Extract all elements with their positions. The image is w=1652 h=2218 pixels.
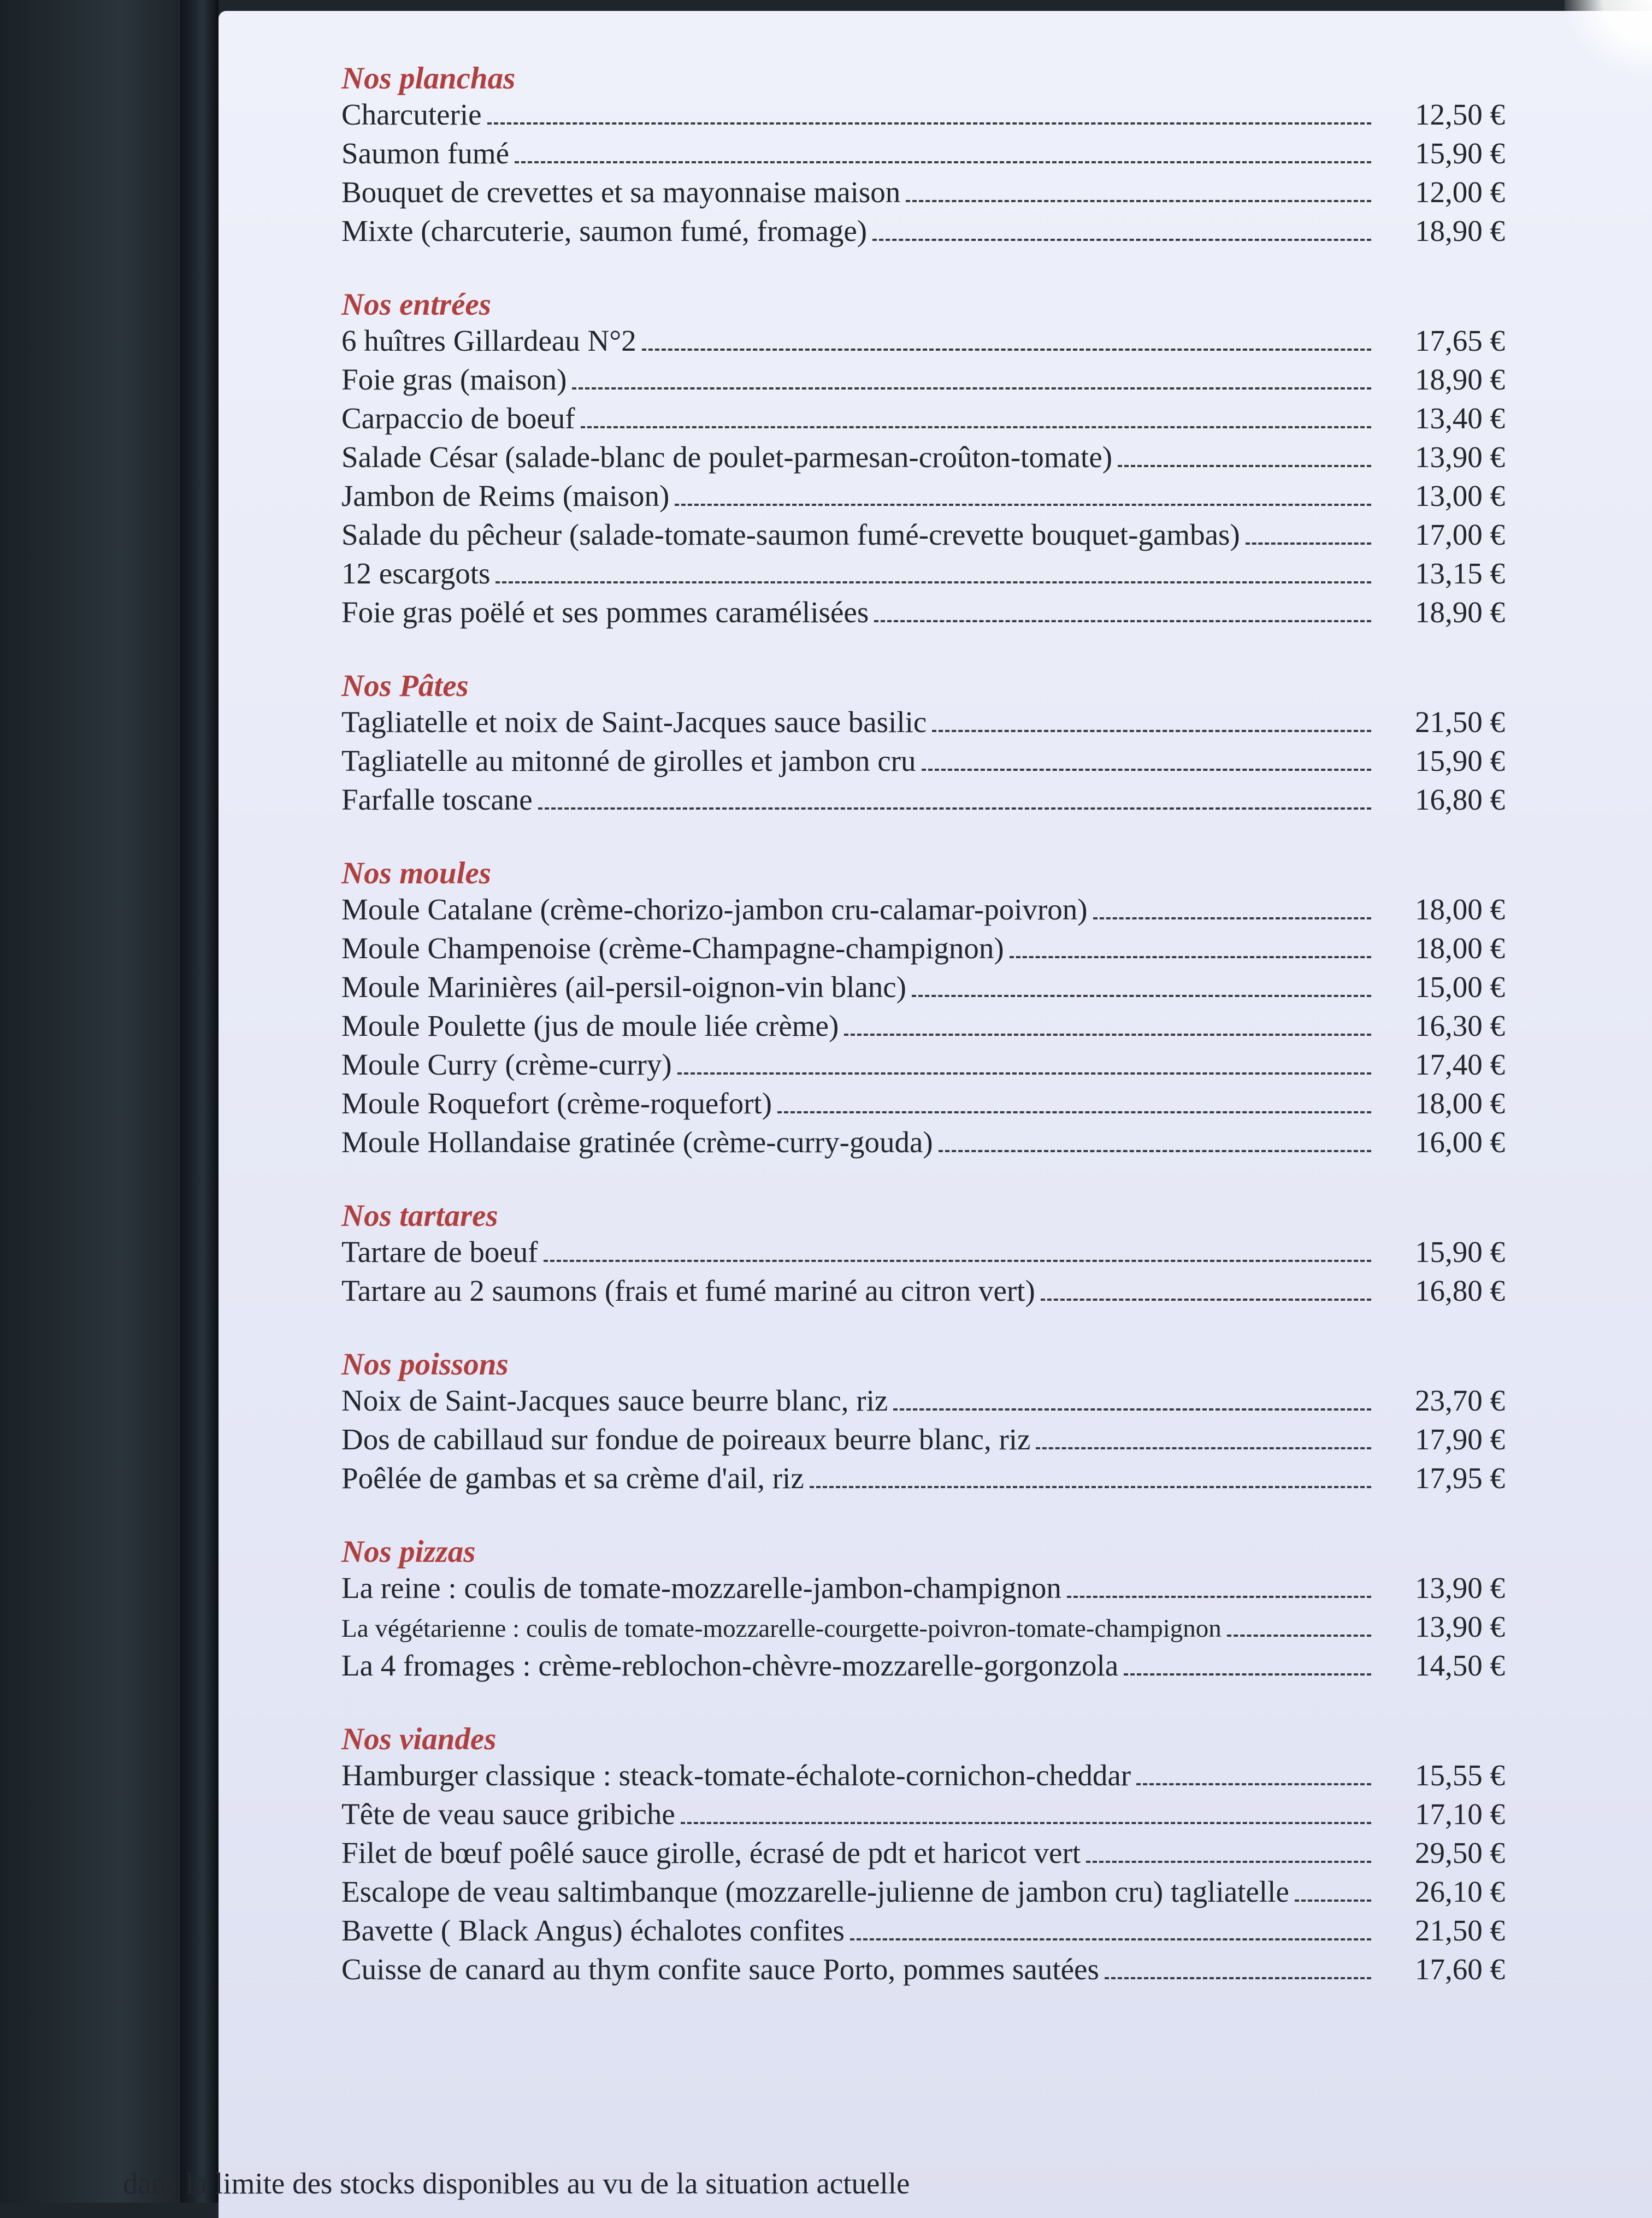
- menu-item-price: 21,50 €: [1415, 705, 1505, 739]
- menu-item-name: Saumon fumé: [341, 137, 510, 170]
- dotted-leader: [1036, 1447, 1371, 1449]
- menu-item-price: 15,90 €: [1415, 744, 1505, 777]
- menu-item-price: 16,80 €: [1415, 783, 1505, 816]
- menu-item-price: 18,00 €: [1415, 893, 1505, 926]
- menu-item: [341, 401, 1505, 440]
- menu-item: [341, 1461, 1505, 1500]
- menu-item: [341, 1273, 1505, 1312]
- menu-item: [341, 931, 1505, 970]
- menu-item-price: 15,90 €: [1415, 137, 1505, 170]
- menu-item-price: 17,65 €: [1415, 324, 1505, 357]
- menu-item-price: 13,90 €: [1415, 1610, 1505, 1643]
- section-nos-viandes: [341, 1721, 1505, 1991]
- dotted-leader: [495, 581, 1371, 583]
- menu-item-name: Filet de bœuf poêlé sauce girolle, écrasé de pdt et haricot vert: [341, 1836, 1081, 1869]
- section-title: Nos viandes: [341, 1722, 497, 1756]
- binder-spine: [180, 0, 219, 2203]
- menu-item-price: 23,70 €: [1415, 1384, 1505, 1417]
- dotted-leader: [1105, 1977, 1371, 1979]
- menu-item-price: 26,10 €: [1415, 1875, 1505, 1908]
- menu-page: [219, 11, 1652, 2218]
- menu-item-price: 18,90 €: [1415, 595, 1505, 629]
- menu-item-name: Cuisse de canard au thym confite sauce Porto, pommes sautées: [341, 1952, 1099, 1986]
- menu-item-name: Noix de Saint-Jacques sauce beurre blanc, riz: [341, 1384, 888, 1417]
- menu-item-name: Moule Roquefort (crème-roquefort): [341, 1087, 772, 1120]
- section-nos-entrees: [341, 286, 1505, 634]
- dotted-leader: [1086, 1861, 1371, 1863]
- menu-item: [341, 1383, 1505, 1422]
- menu-item: [341, 1125, 1505, 1164]
- menu-item-price: 17,10 €: [1415, 1797, 1505, 1831]
- dotted-leader: [1041, 1299, 1371, 1301]
- dotted-leader: [515, 161, 1371, 163]
- menu-item-name: Moule Catalane (crème-chorizo-jambon cru-calamar-poivron): [341, 893, 1088, 926]
- menu-item-name: Foie gras (maison): [341, 363, 567, 396]
- menu-item-price: 18,00 €: [1415, 931, 1505, 965]
- menu-item-price: 18,90 €: [1415, 214, 1505, 247]
- section-nos-poissons: [341, 1346, 1505, 1500]
- menu-item-name: Tagliatelle et noix de Saint-Jacques sauce basilic: [341, 705, 927, 739]
- menu-item-price: 13,15 €: [1415, 557, 1505, 590]
- menu-item-price: 12,00 €: [1415, 175, 1505, 209]
- menu-item-name: Moule Curry (crème-curry): [341, 1048, 672, 1081]
- menu-item-price: 18,90 €: [1415, 363, 1505, 396]
- menu-item: [341, 517, 1505, 556]
- section-title: Nos moules: [341, 856, 491, 890]
- menu-item: [341, 1952, 1505, 1991]
- dotted-leader: [1124, 1673, 1371, 1676]
- menu-item: [341, 782, 1505, 821]
- menu-item-price: 17,95 €: [1415, 1461, 1505, 1495]
- menu-item: [341, 214, 1505, 252]
- section-title: Nos tartares: [341, 1199, 498, 1233]
- menu-item: [341, 970, 1505, 1008]
- dotted-leader: [850, 1938, 1371, 1940]
- menu-item-name: La 4 fromages : crème-reblochon-chèvre-mozzarelle-gorgonzola: [341, 1649, 1119, 1682]
- dotted-leader: [1246, 542, 1371, 545]
- menu-item-name: La végétarienne : coulis de tomate-mozzarelle-courgette-poivron-tomate-champignon: [341, 1614, 1222, 1643]
- menu-item: [341, 136, 1505, 175]
- menu-item-name: Poêlée de gambas et sa crème d'ail, riz: [341, 1461, 804, 1495]
- menu-item: [341, 1648, 1505, 1687]
- menu-item-price: 16,30 €: [1415, 1009, 1505, 1042]
- menu-item-name: Farfalle toscane: [341, 783, 533, 816]
- dotted-leader: [677, 1072, 1371, 1075]
- menu-item: [341, 556, 1505, 595]
- menu-item-name: Carpaccio de boeuf: [341, 402, 575, 435]
- menu-item-name: Foie gras poëlé et ses pommes caramélisées: [341, 595, 869, 629]
- menu-item-name: Moule Hollandaise gratinée (crème-curry-gouda): [341, 1125, 933, 1159]
- menu-item-price: 14,50 €: [1415, 1649, 1505, 1682]
- menu-item-price: 13,90 €: [1415, 1571, 1505, 1604]
- menu-item-name: Bavette ( Black Angus) échalotes confites: [341, 1914, 845, 1947]
- menu-item-price: 13,90 €: [1415, 440, 1505, 474]
- menu-item-name: Tartare de boeuf: [341, 1235, 538, 1269]
- section-title: Nos planchas: [341, 61, 516, 96]
- menu-item-name: Bouquet de crevettes et sa mayonnaise maison: [341, 175, 901, 209]
- menu-item-name: 12 escargots: [341, 557, 491, 590]
- menu-item-name: Moule Poulette (jus de moule liée crème): [341, 1009, 839, 1042]
- menu-item-price: 17,90 €: [1415, 1423, 1505, 1456]
- menu-item-price: 13,00 €: [1415, 479, 1505, 512]
- dotted-leader: [681, 1822, 1371, 1824]
- menu-item: [341, 97, 1505, 136]
- menu-item-name: Moule Champenoise (crème-Champagne-champignon): [341, 931, 1004, 965]
- dotted-leader: [939, 1150, 1371, 1152]
- menu-item: [341, 1874, 1505, 1913]
- menu-item: [341, 744, 1505, 782]
- menu-item: [341, 1797, 1505, 1836]
- dotted-leader: [1136, 1783, 1371, 1785]
- dotted-leader: [912, 995, 1371, 997]
- dotted-leader: [932, 730, 1371, 732]
- menu-item-price: 16,80 €: [1415, 1274, 1505, 1307]
- section-title: Nos pizzas: [341, 1535, 476, 1569]
- menu-item-name: Salade du pêcheur (salade-tomate-saumon fumé-crevette bouquet-gambas): [341, 518, 1240, 551]
- section-title: Nos Pâtes: [341, 669, 469, 703]
- menu-item-name: Jambon de Reims (maison): [341, 479, 670, 512]
- menu-list: [341, 60, 1505, 2025]
- dotted-leader: [675, 504, 1371, 506]
- menu-item-name: Salade César (salade-blanc de poulet-parmesan-croûton-tomate): [341, 440, 1113, 474]
- menu-item: [341, 595, 1505, 634]
- dotted-leader: [844, 1034, 1371, 1036]
- menu-item: [341, 1235, 1505, 1273]
- menu-item: [341, 440, 1505, 479]
- section-nos-pizzas: [341, 1533, 1505, 1687]
- dotted-leader: [874, 620, 1371, 622]
- dotted-leader: [572, 387, 1371, 390]
- section-nos-planchas: [341, 60, 1505, 252]
- menu-item: [341, 1758, 1505, 1797]
- menu-item-price: 13,40 €: [1415, 402, 1505, 435]
- section-nos-moules: [341, 855, 1505, 1164]
- menu-item-price: 15,00 €: [1415, 970, 1505, 1004]
- menu-item-price: 15,90 €: [1415, 1235, 1505, 1269]
- menu-item-price: 17,00 €: [1415, 518, 1505, 551]
- dotted-leader: [906, 200, 1371, 202]
- menu-item-name: Escalope de veau saltimbanque (mozzarelle-julienne de jambon cru) tagliatelle: [341, 1875, 1289, 1908]
- section-nos-tartares: [341, 1198, 1505, 1312]
- menu-item-name: Tartare au 2 saumons (frais et fumé mariné au citron vert): [341, 1274, 1035, 1307]
- menu-item: [341, 1047, 1505, 1086]
- dotted-leader: [1118, 465, 1371, 467]
- menu-item-price: 21,50 €: [1415, 1914, 1505, 1947]
- menu-item-name: Hamburger classique : steack-tomate-échalote-cornichon-cheddar: [341, 1759, 1131, 1792]
- dotted-leader: [922, 769, 1372, 771]
- menu-item-name: Tagliatelle au mitonné de girolles et jambon cru: [341, 744, 916, 777]
- menu-item: [341, 1913, 1505, 1952]
- menu-item-name: La reine : coulis de tomate-mozzarelle-jambon-champignon: [341, 1571, 1061, 1604]
- menu-item-name: Charcuterie: [341, 98, 482, 131]
- menu-item: [341, 1571, 1505, 1609]
- menu-item: [341, 1086, 1505, 1125]
- dotted-leader: [544, 1260, 1371, 1262]
- menu-item-name: Moule Marinières (ail-persil-oignon-vin blanc): [341, 970, 906, 1004]
- dotted-leader: [1227, 1635, 1371, 1637]
- menu-item-name: 6 huîtres Gillardeau N°2: [341, 324, 636, 357]
- menu-item-name: Dos de cabillaud sur fondue de poireaux beurre blanc, riz: [341, 1423, 1031, 1456]
- dotted-leader: [538, 807, 1371, 810]
- menu-item: [341, 175, 1505, 214]
- menu-item-price: 15,55 €: [1415, 1759, 1505, 1792]
- menu-item: [341, 362, 1505, 401]
- menu-item: [341, 479, 1505, 517]
- menu-item-price: 18,00 €: [1415, 1087, 1505, 1120]
- menu-item-price: 12,50 €: [1415, 98, 1505, 131]
- footer-note: dans la limite des stocks disponibles au vu de la situation actuelle: [123, 2167, 910, 2200]
- menu-item: [341, 1836, 1505, 1874]
- dotted-leader: [1295, 1900, 1371, 1902]
- menu-item: [341, 892, 1505, 931]
- menu-item-name: Tête de veau sauce gribiche: [341, 1797, 675, 1831]
- section-title: Nos poissons: [341, 1347, 509, 1382]
- dotted-leader: [581, 426, 1371, 428]
- menu-item-price: 16,00 €: [1415, 1125, 1505, 1159]
- dotted-leader: [1067, 1596, 1371, 1598]
- dotted-leader: [1093, 917, 1371, 919]
- menu-item: [341, 323, 1505, 362]
- menu-item: [341, 1422, 1505, 1461]
- dotted-leader: [642, 349, 1371, 351]
- section-nos-pates: [341, 668, 1505, 821]
- dotted-leader: [777, 1111, 1371, 1113]
- menu-item-price: 17,40 €: [1415, 1048, 1505, 1081]
- dotted-leader: [1010, 956, 1371, 958]
- menu-item-price: 29,50 €: [1415, 1836, 1505, 1869]
- dotted-leader: [810, 1486, 1371, 1488]
- dotted-leader: [487, 122, 1371, 125]
- menu-item-price: 17,60 €: [1415, 1952, 1505, 1986]
- section-title: Nos entrées: [341, 287, 491, 322]
- menu-item: [341, 1609, 1505, 1648]
- dotted-leader: [893, 1408, 1371, 1411]
- menu-item: [341, 1008, 1505, 1047]
- menu-item-name: Mixte (charcuterie, saumon fumé, fromage): [341, 214, 868, 247]
- menu-item: [341, 705, 1505, 744]
- dotted-leader: [872, 239, 1371, 241]
